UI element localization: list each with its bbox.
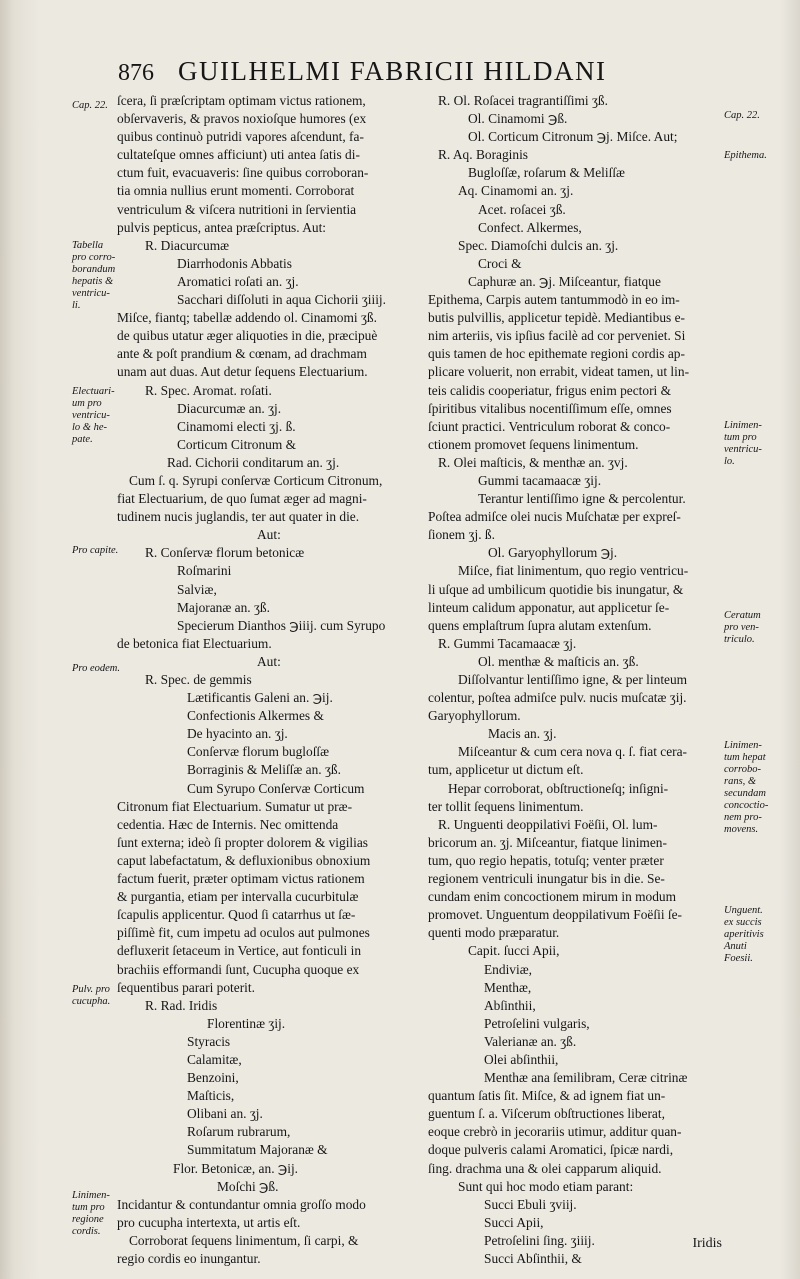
text-line: Citronum fiat Electuarium. Sumatur ut præ- <box>117 798 353 814</box>
text-line: Ol. Cinamomi ℈ß. <box>468 111 568 127</box>
text-line: Summitatum Majoranæ & <box>187 1142 328 1158</box>
text-line: Miſce, fiat linimentum, quo regio ventricu- <box>458 563 689 579</box>
margin-note-tabella: Tabella pro corro- borandum hepatis & ventricu- li. <box>72 240 116 311</box>
text-line: Salviæ, <box>177 581 217 597</box>
text-line: Roſmarini <box>177 563 232 579</box>
text-line: doque pulveris calami Aromatici, ſpicæ nardi, <box>428 1142 674 1158</box>
text-line: ter tollit ſequens linimentum. <box>428 798 584 814</box>
text-line: Valerianæ an. ʒß. <box>484 1033 577 1049</box>
text-line: Lætificantis Galeni an. ℈ij. <box>187 690 333 706</box>
text-line: Olei abſinthii, <box>484 1051 559 1067</box>
catchword: Iridis <box>692 1236 722 1251</box>
margin-note-unguentum-foesii: Unguent. ex succis aperitivis Anuti Foesii. <box>724 905 764 964</box>
text-line: Succi Abſinthii, & <box>484 1251 582 1266</box>
text-line: & purgantia, etiam per intervalla cucurbitulæ <box>117 889 359 905</box>
text-line: tum, quo regio hepatis, totuſq; venter præter <box>428 852 664 868</box>
text-line: eoque crebrò in jecorariis utimur, additur quan- <box>428 1124 682 1140</box>
text-line: bricorum an. ʒj. Miſceantur, fiatque linimen- <box>428 834 667 850</box>
text-line: Hepar corroborat, obſtructioneſq; inſigni- <box>448 780 669 796</box>
margin-note-ceratum: Ceratum pro ven- triculo. <box>724 610 761 645</box>
text-line: pulvis pepticus, antea præſcriptus. Aut: <box>117 219 327 235</box>
text-line: Ol. Corticum Citronum ℈j. Miſce. Aut; <box>468 129 678 145</box>
text-line: ſpiritibus vitalibus nocentiſſimum eſſe, omnes <box>428 400 672 416</box>
text-line: Corroborat ſequens linimentum, ſi carpi, & <box>129 1232 359 1248</box>
text-line: R. Olei maſticis, & menthæ an. ʒvj. <box>438 454 628 470</box>
text-line: Spec. Diamoſchi dulcis an. ʒj. <box>458 237 619 253</box>
text-line: plicare voluerit, non errabit, videat tamen, ut lin- <box>428 364 690 380</box>
text-line: ſcera, ſi præſcriptam optimam victus rationem, <box>117 93 366 108</box>
text-line: Caphuræ an. ℈j. Miſceantur, fiatque <box>468 273 661 289</box>
text-line: promovet. Unguentum deoppilativum Foëſii ſe- <box>428 907 683 923</box>
text-line: Succi Ebuli ʒviij. <box>484 1196 577 1212</box>
left-text-column <box>117 92 429 1268</box>
text-line: R. Spec. de gemmis <box>145 672 252 687</box>
text-line: nim arteriis, vis ipſius facilè ad cor perveniet. Si <box>428 328 686 344</box>
text-line: regio cordis eo inungantur. <box>117 1251 261 1266</box>
right-text-column <box>428 92 724 1268</box>
text-line: Confectionis Alkermes & <box>187 708 324 724</box>
text-line: R. Diacurcumæ <box>145 237 230 253</box>
text-line: Flor. Betonicæ, an. ℈ij. <box>173 1160 299 1176</box>
text-line: Croci & <box>478 255 522 271</box>
text-line: Diſſolvantur lentiſſimo igne, & per linteum <box>458 672 688 687</box>
text-line: R. Unguenti deoppilativi Foëſii, Ol. lum- <box>438 816 658 832</box>
text-line: linteum calidum apponatur, aut applicetur ſe- <box>428 599 670 615</box>
text-line: cedentia. Hæc de Internis. Nec omittenda <box>117 816 339 832</box>
text-line: Borraginis & Meliſſæ an. ʒß. <box>187 762 341 778</box>
text-line: Petroſelini vulgaris, <box>484 1015 590 1031</box>
text-line: Confect. Alkermes, <box>478 219 582 235</box>
text-line: R. Spec. Aromat. roſati. <box>145 382 272 398</box>
text-line: R. Rad. Iridis <box>145 997 218 1013</box>
text-line: guentum ſ. a. Viſcerum obſtructiones liberat, <box>428 1106 665 1122</box>
text-line: tudinem nucis juglandis, ter aut quater in die. <box>117 509 360 525</box>
text-line: Corticum Citronum & <box>177 436 297 452</box>
text-line: Diacurcumæ an. ʒj. <box>177 400 282 416</box>
text-line: regionem ventriculi inungatur bis in die. Se- <box>428 871 665 887</box>
text-line: R. Conſervæ florum betonicæ <box>145 545 305 561</box>
text-line: Specierum Dianthos ℈iiij. cum Syrupo <box>177 617 386 633</box>
margin-note-pro-eodem: Pro eodem. <box>72 663 121 674</box>
text-line: Calamitæ, <box>187 1051 242 1067</box>
text-line: Sacchari diſſoluti in aqua Cichorii ʒiiij. <box>177 292 386 308</box>
text-line: ante & poſt prandium & cœnam, ad drachmam <box>117 346 367 362</box>
text-line: Benzoini, <box>187 1070 239 1086</box>
text-line: Aut: <box>257 653 281 669</box>
text-line: Diarrhodonis Abbatis <box>177 255 292 271</box>
text-line: ſunt externa; ideò ſi propter dolorem & vigilias <box>117 834 369 850</box>
text-line: De hyacinto an. ʒj. <box>187 726 288 742</box>
text-line: R. Ol. Roſacei tragrantiſſimi ʒß. <box>438 93 608 108</box>
text-line: cultateſque omnes afficiunt) uti antea ſatis di- <box>117 147 360 163</box>
text-line: brachiis efformandi ſunt, Cucupha quoque ex <box>117 961 360 977</box>
text-line: ſequentibus parari poterit. <box>117 979 255 995</box>
text-line: quis tamen de hoc epithemate regioni cordis ap- <box>428 346 685 362</box>
text-line: colentur, poſtea admiſce pulv. nucis muſcatæ ʒij. <box>428 690 687 706</box>
text-line: Aq. Cinamomi an. ʒj. <box>458 183 574 199</box>
text-line: tia omnia nullius erunt momenti. Corroborat <box>117 183 355 199</box>
text-line: quantum ſatis ſit. Miſce, & ad ignem fiat un- <box>428 1088 666 1104</box>
text-line: Miſceantur & cum cera nova q. ſ. fiat cera- <box>458 744 688 760</box>
text-line: pro cucupha intertexta, ut artis eſt. <box>117 1214 301 1230</box>
text-line: Styracis <box>187 1033 231 1049</box>
text-line: Terantur lentiſſimo igne & percolentur. <box>478 491 686 507</box>
text-line: quens emplaſtrum ſupra alutam extenſum. <box>428 617 652 633</box>
text-line: cundam enim concoctionem mirum in modum <box>428 889 677 905</box>
text-line: defluxerit ſetaceum in Vertice, aut fonticuli in <box>117 943 362 959</box>
text-line: de quibus utatur æger aliquoties in die, præcipuè <box>117 328 378 344</box>
text-line: ctionem promovet ſequens linimentum. <box>428 436 639 452</box>
text-line: Succi Apii, <box>484 1214 544 1230</box>
text-line: Majoranæ an. ʒß. <box>177 599 270 615</box>
text-line: Bugloſſæ, roſarum & Meliſſæ <box>468 165 625 181</box>
text-line: de betonica fiat Electuarium. <box>117 635 272 651</box>
text-line: Miſce, fiantq; tabellæ addendo ol. Cinamomi ʒß. <box>117 310 377 326</box>
text-line: Rad. Cichorii conditarum an. ʒj. <box>167 454 340 470</box>
text-line: Cum Syrupo Conſervæ Corticum <box>187 780 365 796</box>
text-line: Ol. menthæ & maſticis an. ʒß. <box>478 653 639 669</box>
text-line: Olibani an. ʒj. <box>187 1106 263 1122</box>
text-line: Poſtea admiſce olei nucis Muſchatæ per expreſ- <box>428 509 681 525</box>
text-line: ſing. drachma una & olei capparum aliquid. <box>428 1160 662 1176</box>
text-line: Aromatici roſati an. ʒj. <box>177 273 299 289</box>
text-line: R. Gummi Tacamaacæ ʒj. <box>438 635 577 651</box>
text-line: ſionem ʒj. ß. <box>428 527 495 543</box>
text-line: Ol. Garyophyllorum ℈j. <box>488 545 618 561</box>
text-line: Cum ſ. q. Syrupi conſervæ Corticum Citronum, <box>129 472 383 488</box>
margin-note-pro-capite: Pro capite. <box>72 545 119 556</box>
text-line: R. Aq. Boraginis <box>438 147 529 163</box>
text-line: ctum fuit, evacuaveris: ſine quibus corroboran- <box>117 165 369 181</box>
text-line: Cinamomi electi ʒj. ß. <box>177 418 296 434</box>
margin-note-epithema: Epithema. <box>724 150 767 161</box>
text-line: quenti modo præparatur. <box>428 925 560 941</box>
text-line: Capit. ſucci Apii, <box>468 943 560 959</box>
text-line: Menthæ ana ſemilibram, Ceræ citrinæ <box>484 1070 688 1086</box>
text-line: butis pulvillis, applicetur tepidè. Mediantibus e- <box>428 310 685 326</box>
margin-note-linimentum-cordis: Linimen- tum pro regione cordis. <box>72 1190 110 1237</box>
text-line: Macis an. ʒj. <box>488 726 557 742</box>
text-line: tum, applicetur ut dictum eſt. <box>428 762 584 778</box>
text-line: Sunt qui hoc modo etiam parant: <box>458 1178 634 1194</box>
text-line: Acet. roſacei ʒß. <box>478 201 566 217</box>
text-line: ſciunt practici. Ventriculum roborat & conco- <box>428 418 671 434</box>
margin-note-linimentum-ventriculi: Linimen- tum pro ventricu- lo. <box>724 420 762 467</box>
text-line: li uſque ad umbilicum quotidie bis inungatur, & <box>428 581 684 597</box>
margin-note-chapter-right: Cap. 22. <box>724 110 760 121</box>
text-line: Roſarum rubrarum, <box>187 1124 291 1140</box>
text-line: Gummi tacamaacæ ʒij. <box>478 472 602 488</box>
page-header <box>118 56 718 87</box>
margin-note-pulvis-cucupha: Pulv. pro cucupha. <box>72 984 111 1007</box>
text-line: fiat Electuarium, de quo ſumat æger ad magni- <box>117 491 367 507</box>
text-line: Florentinæ ʒij. <box>207 1015 286 1031</box>
text-line: Conſervæ florum bugloſſæ <box>187 744 330 760</box>
text-line: Aut: <box>257 527 281 543</box>
running-title: GUILHELMI FABRICII HILDANI <box>178 56 607 86</box>
text-line: factum fuerit, præter optimam victus rationem <box>117 871 365 887</box>
text-line: ventriculum & viſcera nutritioni in ſervientia <box>117 201 357 217</box>
text-line: obſervaveris, & pravos noxioſque humores (ex <box>117 111 367 127</box>
margin-note-electuarium: Electuari- um pro ventricu- lo & he- pate. <box>72 386 115 445</box>
text-line: piſſimè fit, cum impetu ad oculos aut pulmones <box>117 925 370 941</box>
text-line: Incidantur & contundantur omnia groſſo modo <box>117 1196 366 1212</box>
text-line: Menthæ, <box>484 979 532 995</box>
text-line: Moſchi ℈ß. <box>217 1178 279 1194</box>
text-line: unam aut duas. Aut detur ſequens Electuarium. <box>117 364 368 380</box>
text-line: Garyophyllorum. <box>428 708 521 724</box>
text-line: caput labefactatum, & defluxionibus obnoxium <box>117 852 371 868</box>
text-line: teis calidis cooperiatur, frigus enim pectori & <box>428 382 672 398</box>
text-line: Maſticis, <box>187 1088 235 1104</box>
text-line: Abſinthii, <box>484 997 536 1013</box>
text-line: Petroſelini ſing. ʒiiij. <box>484 1232 595 1248</box>
margin-note-chapter-left: Cap. 22. <box>72 100 108 111</box>
text-line: Endiviæ, <box>484 961 532 977</box>
margin-note-linimentum-hepatis: Linimen- tum hepat corrobo- rans, & secundam concoctio- nem pro- movens. <box>724 740 769 835</box>
text-line: quibus continuò putridi vapores aſcendunt, fa- <box>117 129 364 145</box>
text-line: Epithema, Carpis autem tantummodò in eo im- <box>428 292 680 308</box>
text-line: ſcapulis applicentur. Quod ſi catarrhus ut ſæ- <box>117 907 356 923</box>
page-number: 876 <box>118 60 154 86</box>
